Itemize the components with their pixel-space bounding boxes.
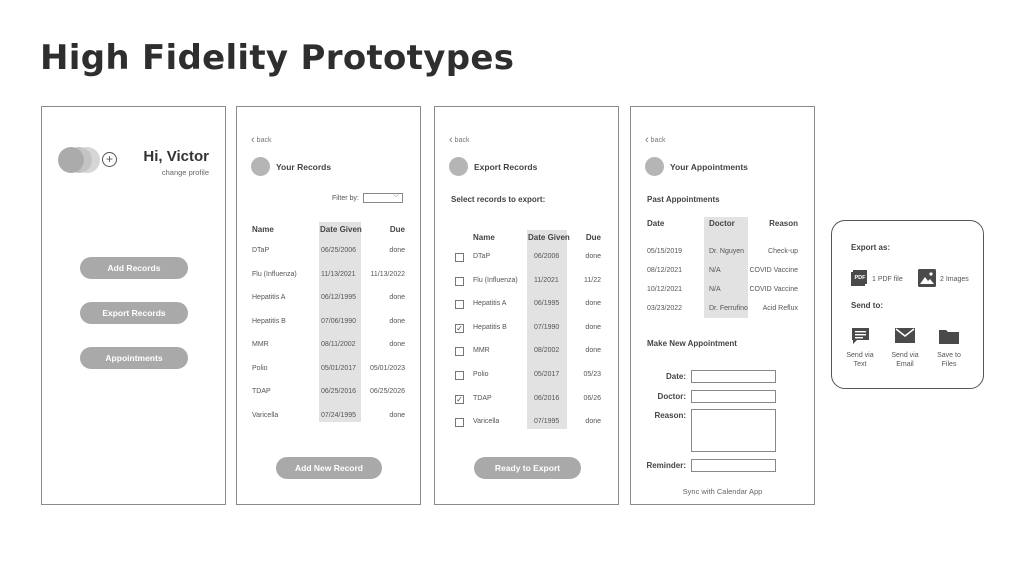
- record-date: 07/1995: [534, 418, 560, 426]
- avatar: [449, 157, 468, 176]
- appointment-reason: Check-up: [768, 248, 798, 255]
- back-label: back: [454, 137, 470, 144]
- record-name: Flu (Influenza): [252, 270, 297, 278]
- export-header: [449, 157, 537, 176]
- record-name: Hepatitis A: [473, 300, 507, 308]
- appointment-doctor: Dr. Nguyen: [709, 248, 745, 255]
- record-checkbox[interactable]: ✓: [456, 323, 463, 333]
- back-link[interactable]: [251, 135, 271, 146]
- record-due: done: [585, 253, 601, 260]
- record-date: 06/25/2016: [321, 388, 357, 395]
- send-to-title: Send to:: [851, 301, 883, 310]
- filter-control[interactable]: [332, 193, 403, 203]
- record-due: done: [585, 323, 601, 331]
- add-profile-icon[interactable]: +: [102, 152, 117, 167]
- greeting: Hi, Victor: [143, 148, 209, 165]
- record-date: 06/1995: [534, 300, 560, 308]
- export-screen: [434, 106, 619, 505]
- reason-textarea[interactable]: [691, 409, 776, 452]
- home-screen: [41, 106, 226, 505]
- record-due: 11/13/2022: [370, 270, 405, 278]
- record-name: Hepatitis A: [252, 294, 286, 301]
- record-due: 06/26: [583, 394, 601, 402]
- record-date: 07/06/1990: [321, 317, 357, 325]
- reminder-input[interactable]: [691, 459, 776, 472]
- appointments-header: [645, 157, 748, 176]
- pdf-file-icon[interactable]: [850, 269, 868, 287]
- record-date: 07/24/1995: [321, 411, 357, 419]
- record-due: done: [585, 300, 601, 308]
- export-records-button[interactable]: Export Records: [80, 302, 188, 324]
- appointment-reason: COVID Vaccine: [749, 286, 798, 293]
- pdf-label: 1 PDF file: [872, 276, 903, 283]
- record-date: 06/2016: [534, 394, 560, 402]
- page-title: High Fidelity Prototypes: [40, 38, 515, 78]
- chevron-left-icon: ‹: [251, 134, 255, 146]
- appointments-title: Your Appointments: [670, 161, 748, 172]
- export-options-card: [831, 220, 984, 389]
- record-name: Polio: [252, 364, 268, 372]
- past-appointments-title: Past Appointments: [647, 195, 720, 204]
- export-as-title: Export as:: [851, 243, 891, 252]
- col-date: Date Given: [320, 225, 362, 234]
- record-checkbox[interactable]: [455, 300, 464, 309]
- reminder-label: Reminder:: [646, 461, 686, 470]
- record-checkbox[interactable]: [455, 418, 464, 427]
- reason-label: Reason:: [654, 411, 686, 420]
- appointments-button[interactable]: Appointments: [80, 347, 188, 369]
- date-label: Date:: [665, 372, 686, 381]
- record-name: TDAP: [473, 394, 492, 402]
- col-name: Name: [252, 225, 274, 234]
- send-email-label: Send via Email: [891, 352, 919, 368]
- records-header: [251, 157, 331, 176]
- appointment-reason: COVID Vaccine: [749, 267, 798, 274]
- record-due: 06/25/2026: [369, 388, 405, 395]
- col-name: Name: [473, 233, 495, 242]
- chevron-left-icon: ‹: [449, 134, 453, 146]
- record-name: Polio: [473, 371, 489, 378]
- back-link[interactable]: [449, 135, 469, 146]
- date-input[interactable]: [691, 370, 776, 383]
- appointment-date: 10/12/2021: [647, 286, 683, 293]
- appointments-screen: [630, 106, 815, 505]
- records-screen: [236, 106, 421, 505]
- add-new-record-button[interactable]: Add New Record: [276, 457, 382, 479]
- select-instruction: Select records to export:: [451, 195, 546, 204]
- back-link[interactable]: [645, 135, 665, 146]
- record-checkbox[interactable]: [455, 347, 464, 356]
- doctor-input[interactable]: [691, 390, 776, 403]
- record-checkbox[interactable]: ✓: [456, 394, 463, 404]
- back-label: back: [256, 137, 272, 144]
- record-due: done: [389, 411, 405, 419]
- appointment-doctor: Dr. Ferrufino: [709, 305, 748, 312]
- filter-dropdown[interactable]: [363, 193, 403, 203]
- record-date: 11/13/2021: [321, 270, 356, 278]
- back-label: back: [650, 137, 666, 144]
- record-date: 06/2006: [534, 253, 560, 260]
- images-label: 2 Images: [940, 276, 969, 283]
- record-due: 05/23: [583, 371, 601, 378]
- record-checkbox[interactable]: [455, 253, 464, 262]
- pdf-badge: PDF: [854, 275, 866, 281]
- record-checkbox[interactable]: [455, 371, 464, 380]
- record-name: TDAP: [252, 388, 271, 395]
- record-name: Flu (Influenza): [473, 276, 518, 284]
- record-checkbox[interactable]: [455, 277, 464, 286]
- appointment-reason: Acid Reflux: [762, 305, 798, 312]
- record-date: 08/2002: [534, 347, 560, 355]
- add-records-button[interactable]: Add Records: [80, 257, 188, 279]
- record-date: 08/11/2002: [321, 341, 356, 348]
- record-due: 11/22: [584, 276, 601, 284]
- profile-avatar-stack[interactable]: [58, 147, 100, 173]
- record-name: Hepatitis B: [473, 323, 507, 331]
- folder-icon[interactable]: [939, 328, 959, 344]
- appointment-doctor: N/A: [709, 286, 721, 293]
- message-icon[interactable]: [851, 327, 870, 345]
- record-date: 06/12/1995: [321, 294, 357, 301]
- new-appointment-title: Make New Appointment: [647, 339, 737, 348]
- col-date: Date: [647, 219, 665, 228]
- record-date: 05/2017: [534, 371, 560, 378]
- record-date: 05/01/2017: [321, 364, 357, 372]
- record-due: done: [585, 347, 601, 355]
- appointment-date: 05/15/2019: [647, 248, 683, 255]
- appointment-date: 08/12/2021: [647, 267, 683, 274]
- appointment-doctor: N/A: [709, 267, 721, 274]
- record-date: 07/1990: [534, 323, 560, 331]
- sync-calendar-link[interactable]: Sync with Calendar App: [682, 487, 763, 496]
- avatar: [251, 157, 270, 176]
- col-reason: Reason: [769, 219, 798, 228]
- record-name: Hepatitis B: [252, 317, 286, 325]
- record-due: done: [389, 317, 405, 325]
- doctor-label: Doctor:: [657, 392, 686, 401]
- record-name: DTaP: [252, 247, 270, 254]
- avatar: [645, 157, 664, 176]
- record-date: 11/2021: [534, 276, 559, 284]
- record-due: done: [389, 247, 405, 254]
- send-text-label: Send via Text: [846, 352, 874, 368]
- record-date: 06/25/2006: [321, 247, 357, 254]
- chevron-down-icon: ⌵: [393, 192, 399, 199]
- record-name: DTaP: [473, 253, 491, 260]
- record-name: MMR: [473, 347, 490, 355]
- col-date: Date Given: [528, 233, 570, 242]
- image-icon[interactable]: [918, 269, 936, 287]
- record-due: 05/01/2023: [369, 364, 405, 372]
- record-name: Varicella: [473, 418, 500, 426]
- change-profile-link[interactable]: change profile: [161, 168, 209, 177]
- save-files-label: Save to Files: [937, 352, 961, 368]
- record-due: done: [389, 341, 405, 348]
- record-name: MMR: [252, 341, 269, 348]
- email-icon[interactable]: [895, 328, 915, 343]
- col-due: Due: [389, 225, 405, 234]
- chevron-left-icon: ‹: [645, 134, 649, 146]
- record-due: done: [389, 294, 405, 301]
- export-title: Export Records: [474, 161, 538, 172]
- col-due: Due: [585, 233, 601, 242]
- ready-to-export-button[interactable]: Ready to Export: [474, 457, 581, 479]
- record-due: done: [585, 418, 601, 426]
- record-name: Varicella: [252, 411, 279, 419]
- filter-label: Filter by:: [332, 194, 359, 202]
- col-doctor: Doctor: [709, 219, 735, 228]
- appointment-date: 03/23/2022: [647, 305, 683, 312]
- records-title: Your Records: [276, 161, 332, 172]
